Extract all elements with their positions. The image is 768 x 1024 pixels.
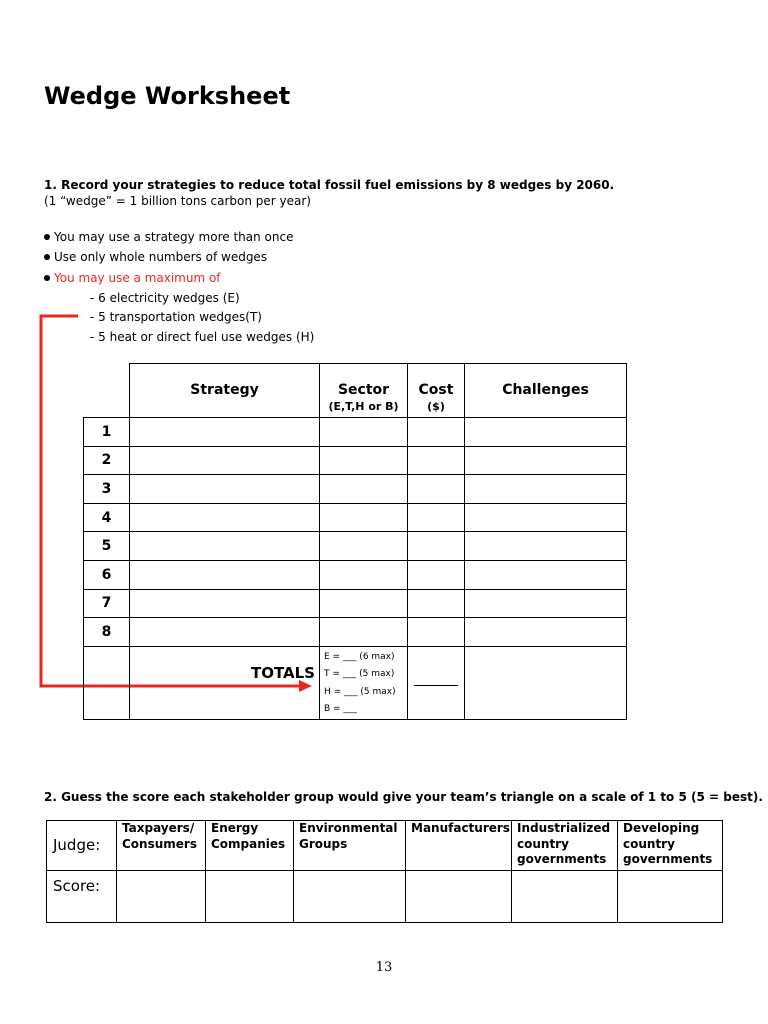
table-row (84, 618, 627, 647)
strategy-cell[interactable] (130, 589, 320, 618)
bullet-text-highlight: You may use a maximum of (54, 271, 221, 285)
challenges-cell[interactable] (465, 418, 627, 447)
strategy-cell[interactable] (130, 532, 320, 561)
row-number: 1 (84, 418, 130, 447)
limit-heat: - 5 heat or direct fuel use wedges (H) (90, 330, 315, 344)
strategy-cell[interactable] (130, 560, 320, 589)
cost-cell[interactable] (408, 418, 465, 447)
totals-blank-cell (84, 646, 130, 719)
sector-cell[interactable] (320, 475, 408, 504)
bullet-text: You may use a strategy more than once (54, 230, 294, 244)
table-row (84, 560, 627, 589)
totals-label-cell (130, 646, 320, 719)
sector-cell[interactable] (320, 532, 408, 561)
challenges-total-cell (465, 646, 627, 719)
score-cell-environmental[interactable] (294, 871, 406, 923)
score-cell-energy[interactable] (206, 871, 294, 923)
group-environmental: Environmental Groups (294, 821, 406, 871)
score-cell-manufacturers[interactable] (406, 871, 512, 923)
table-corner (84, 364, 130, 418)
header-challenges: Challenges (465, 364, 627, 418)
cost-total-blank-line (414, 685, 458, 686)
challenges-cell[interactable] (465, 475, 627, 504)
question-1-prompt: 1. Record your strategies to reduce total fossil fuel emissions by 8 wedges by 2060. (44, 178, 615, 192)
group-manufacturers: Manufacturers (406, 821, 512, 871)
header-cost: Cost ($) (408, 364, 465, 418)
sector-cell[interactable] (320, 618, 408, 647)
strategy-cell[interactable] (130, 446, 320, 475)
sector-cell[interactable] (320, 503, 408, 532)
sector-total-h: H = ___ (5 max) (324, 686, 396, 697)
row-number: 3 (84, 475, 130, 504)
group-industrialized: Industrialized country governments (512, 821, 618, 871)
bullet-text: Use only whole numbers of wedges (54, 250, 268, 264)
cost-total-cell[interactable] (408, 646, 465, 719)
row-number: 4 (84, 503, 130, 532)
page-title: Wedge Worksheet (44, 82, 291, 110)
page-number: 13 (375, 960, 393, 975)
cost-cell[interactable] (408, 446, 465, 475)
totals-row (84, 646, 627, 719)
table-row (84, 532, 627, 561)
challenges-cell[interactable] (465, 532, 627, 561)
row-number: 8 (84, 618, 130, 647)
challenges-cell[interactable] (465, 503, 627, 532)
group-energy-companies: Energy Companies (206, 821, 294, 871)
judge-label: Judge: (47, 821, 117, 871)
limit-transportation: - 5 transportation wedges(T) (90, 310, 262, 324)
question-1-note: (1 “wedge” = 1 billion tons carbon per year) (44, 194, 311, 208)
score-cell-taxpayers[interactable] (117, 871, 206, 923)
strategy-cell[interactable] (130, 475, 320, 504)
cost-cell[interactable] (408, 532, 465, 561)
row-number: 7 (84, 589, 130, 618)
header-sector-sub: (E,T,H or B) (328, 400, 399, 413)
strategy-cell[interactable] (130, 418, 320, 447)
row-number: 6 (84, 560, 130, 589)
sector-total-e: E = ___ (6 max) (324, 651, 395, 662)
sector-cell[interactable] (320, 418, 408, 447)
group-taxpayers: Taxpayers/ Consumers (117, 821, 206, 871)
challenges-cell[interactable] (465, 618, 627, 647)
challenges-cell[interactable] (465, 446, 627, 475)
header-sector: Sector (E,T,H or B) (320, 364, 408, 418)
sector-cell[interactable] (320, 446, 408, 475)
sector-total-b: B = ___ (324, 704, 357, 715)
cost-cell[interactable] (408, 589, 465, 618)
strategy-cell[interactable] (130, 503, 320, 532)
cost-cell[interactable] (408, 475, 465, 504)
challenges-cell[interactable] (465, 560, 627, 589)
sector-totals-cell[interactable] (320, 646, 408, 719)
row-number: 5 (84, 532, 130, 561)
score-label: Score: (47, 871, 117, 923)
table-row (84, 589, 627, 618)
header-strategy: Strategy (130, 364, 320, 418)
sector-cell[interactable] (320, 560, 408, 589)
strategy-cell[interactable] (130, 618, 320, 647)
row-number: 2 (84, 446, 130, 475)
totals-label: TOTALS (250, 663, 315, 682)
cost-cell[interactable] (408, 618, 465, 647)
challenges-cell[interactable] (465, 589, 627, 618)
table-row (84, 446, 627, 475)
sector-total-t: T = ___ (5 max) (324, 669, 395, 680)
score-cell-industrialized[interactable] (512, 871, 618, 923)
header-cost-sub: ($) (427, 400, 445, 413)
limit-electricity: - 6 electricity wedges (E) (90, 291, 240, 305)
strategy-table (83, 363, 627, 720)
sector-cell[interactable] (320, 589, 408, 618)
group-developing: Developing country governments (618, 821, 723, 871)
table-row (84, 418, 627, 447)
table-row (84, 475, 627, 504)
stakeholder-score-table (46, 820, 723, 923)
table-row (84, 503, 627, 532)
score-cell-developing[interactable] (618, 871, 723, 923)
question-2-prompt: 2. Guess the score each stakeholder group would give your team’s triangle on a scale of 1 to 5 (5 = best). (44, 790, 763, 804)
cost-cell[interactable] (408, 560, 465, 589)
cost-cell[interactable] (408, 503, 465, 532)
